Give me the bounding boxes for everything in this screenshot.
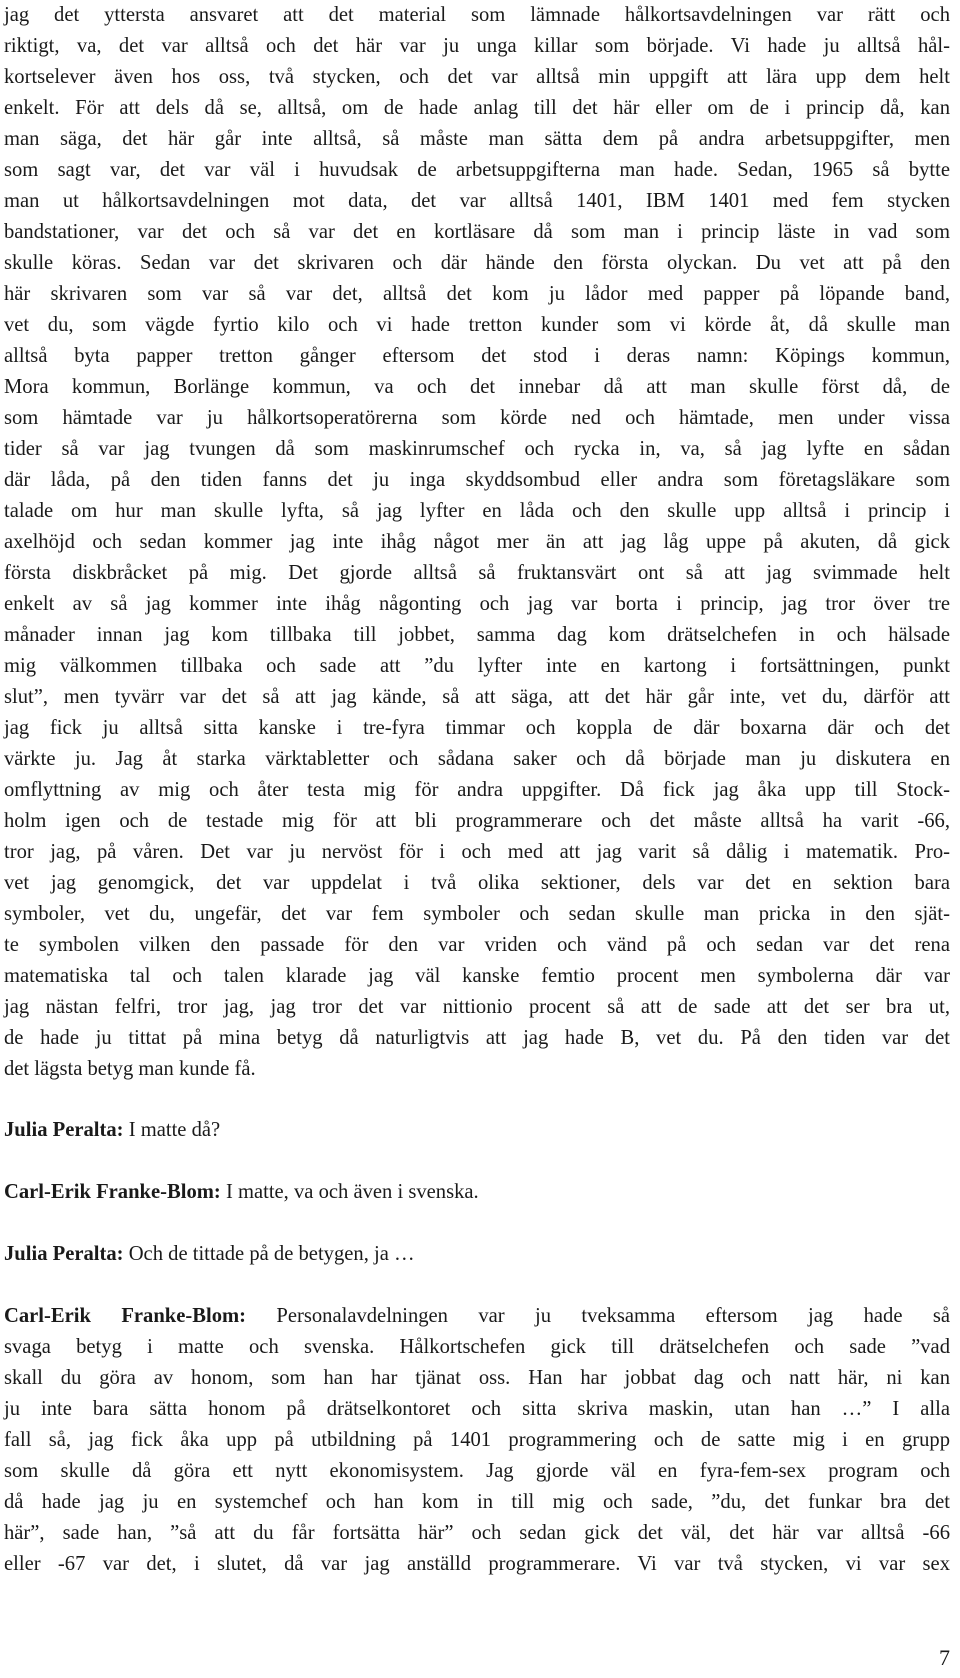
text-line: som sagt var, det var väl i huvudsak de arbetsuppgifterna man hade. Sedan, 1965 så bytte xyxy=(4,159,950,181)
text-line: skall du göra av honom, som han har tjänat oss. Han har jobbat dag och natt här, ni kan xyxy=(4,1367,950,1389)
text-line: fall så, jag fick åka upp på utbildning på 1401 programmering och de satte mig i en grupp xyxy=(4,1429,950,1451)
dialogue-text: I matte då? xyxy=(128,1119,221,1141)
text-line: som hämtade var ju hålkortsoperatörerna som körde ned och hämtade, men under vissa xyxy=(4,407,950,429)
text-line: te symbolen vilken den passade för den var vriden och vänd på och sedan var det rena xyxy=(4,934,950,956)
text-line: vet du, som vägde fyrtio kilo och vi hade tretton kunder som vi körde åt, då skulle man xyxy=(4,314,950,336)
text-line: kortselever även hos oss, två stycken, och det var alltså min uppgift att lära upp dem helt xyxy=(4,66,950,88)
text-line: tror jag, på våren. Det var ju nervöst för i och med att jag varit så dålig i matematik. Pro- xyxy=(4,841,950,863)
text-line: slut”, men tyvärr var det så att jag kände, så att säga, att det här går inte, vet du, därför att xyxy=(4,686,950,708)
text-line: omflyttning av mig och åter testa mig för andra uppgifter. Då fick jag åka upp till Stock- xyxy=(4,779,950,801)
speaker-name: Julia Peralta: xyxy=(4,1243,124,1265)
text-line: mig välkommen tillbaka och sade att ”du lyfter inte en kartong i fortsättningen, punkt xyxy=(4,655,950,677)
text-line: det lägsta betyg man kunde få. xyxy=(4,1058,256,1080)
dialogue-text: I matte, va och även i svenska. xyxy=(225,1181,479,1203)
text-line: talade om hur man skulle lyfta, så jag lyfter en låda och den skulle upp alltså i princip i xyxy=(4,500,950,522)
text-line: här”, sade han, ”så att du får fortsätta här” och sedan gick det väl, det här var alltså -66 xyxy=(4,1522,950,1544)
text-line: då hade jag ju en systemchef och han kom in till mig och sade, ”du, det funkar bra det xyxy=(4,1491,950,1513)
text-line: riktigt, va, det var alltså och det här var ju unga killar som började. Vi hade ju alltså hål- xyxy=(4,35,950,57)
text-line: eller -67 var det, i slutet, då var jag anställd programmerare. Vi var två stycken, vi var sex xyxy=(4,1553,950,1575)
text-line: man säga, det här går inte alltså, så måste man sätta dem på andra arbetsuppgifter, men xyxy=(4,128,950,150)
text-line: jag nästan felfri, tror jag, jag tror det var nittionio procent så att de sade att det ser bra ut, xyxy=(4,996,950,1018)
text-line: jag det yttersta ansvaret att det material som lämnade hålkortsavdelningen var rätt och xyxy=(4,4,950,26)
text-line: symboler, vet du, ungefär, det var fem symboler och sedan skulle man pricka in den sjät- xyxy=(4,903,950,925)
text-line: första diskbråcket på mig. Det gjorde alltså så fruktansvärt ont så att jag svimmade helt xyxy=(4,562,950,584)
text-line: matematiska tal och talen klarade jag väl kanske femtio procent men symbolerna där var xyxy=(4,965,950,987)
text-line: skulle köras. Sedan var det skrivaren och där hände den första olyckan. Du vet att på den xyxy=(4,252,950,274)
text-line xyxy=(4,1301,950,1331)
text-line: man ut hålkortsavdelningen mot data, det var alltså 1401, IBM 1401 med fem stycken xyxy=(4,190,950,212)
text-line: ju inte bara sätta honom på drätselkontoret och sitta skriva maskin, utan han …” I alla xyxy=(4,1398,950,1420)
speaker-name: Julia Peralta: xyxy=(4,1119,124,1141)
text-line: bandstationer, var det och så var det en kortläsare då som man i princip läste in vad som xyxy=(4,221,950,243)
text-line: svaga betyg i matte och svenska. Hålkortschefen gick till drätselchefen och sade ”vad xyxy=(4,1336,950,1358)
text-line: enkelt av så jag kommer inte ihåg någonting och jag var borta i princip, jag tror över tre xyxy=(4,593,950,615)
dialogue-line xyxy=(4,1115,950,1145)
text-line: alltså byta papper tretton gånger eftersom det stod i deras namn: Köpings kommun, xyxy=(4,345,950,367)
text-line: de hade ju tittat på mina betyg då naturligtvis att jag hade B, vet du. På den tiden var det xyxy=(4,1027,950,1049)
text-line: där låda, på den tiden fanns det ju inga skyddsombud eller andra som företagsläkare som xyxy=(4,469,950,491)
text-line: som skulle då göra ett nytt ekonomisystem. Jag gjorde väl en fyra-fem-sex program och xyxy=(4,1460,950,1482)
page-number: 7 xyxy=(939,1645,950,1670)
speaker-name: Carl-Erik Franke-Blom: xyxy=(4,1181,221,1203)
text-line: enkelt. För att dels då se, alltså, om de hade anlag till det här eller om de i princip då, kan xyxy=(4,97,950,119)
text-line: Mora kommun, Borlänge kommun, va och det innebar då att man skulle först då, de xyxy=(4,376,950,398)
text-line: månader innan jag kom tillbaka till jobbet, samma dag kom drätselchefen in och hälsade xyxy=(4,624,950,646)
text-line: axelhöjd och sedan kommer jag inte ihåg något mer än att jag låg uppe på akuten, då gick xyxy=(4,531,950,553)
dialogue-line xyxy=(4,1177,950,1207)
text-line: holm igen och de testade mig för att bli programmerare och det måste alltså ha varit -66, xyxy=(4,810,950,832)
text-line: vet jag genomgick, det var uppdelat i två olika sektioner, dels var det en sektion bara xyxy=(4,872,950,894)
text-line: tider så var jag tvungen då som maskinrumschef och rycka in, va, så jag lyfte en sådan xyxy=(4,438,950,460)
dialogue-text: Och de tittade på de betygen, ja … xyxy=(128,1243,415,1265)
speaker-name: Carl-Erik Franke-Blom: xyxy=(4,1305,247,1327)
text-line: här skrivaren som var så var det, alltså det kom ju lådor med papper på löpande band, xyxy=(4,283,950,305)
dialogue-line xyxy=(4,1239,950,1269)
text-line: värkte ju. Jag åt starka värktabletter och sådana saker och då började man ju diskutera en xyxy=(4,748,950,770)
text-line: jag fick ju alltså sitta kanske i tre-fyra timmar och koppla de där boxarna där och det xyxy=(4,717,950,739)
dialogue-text: Personalavdelningen var ju tveksamma eftersom jag hade så xyxy=(276,1305,950,1327)
